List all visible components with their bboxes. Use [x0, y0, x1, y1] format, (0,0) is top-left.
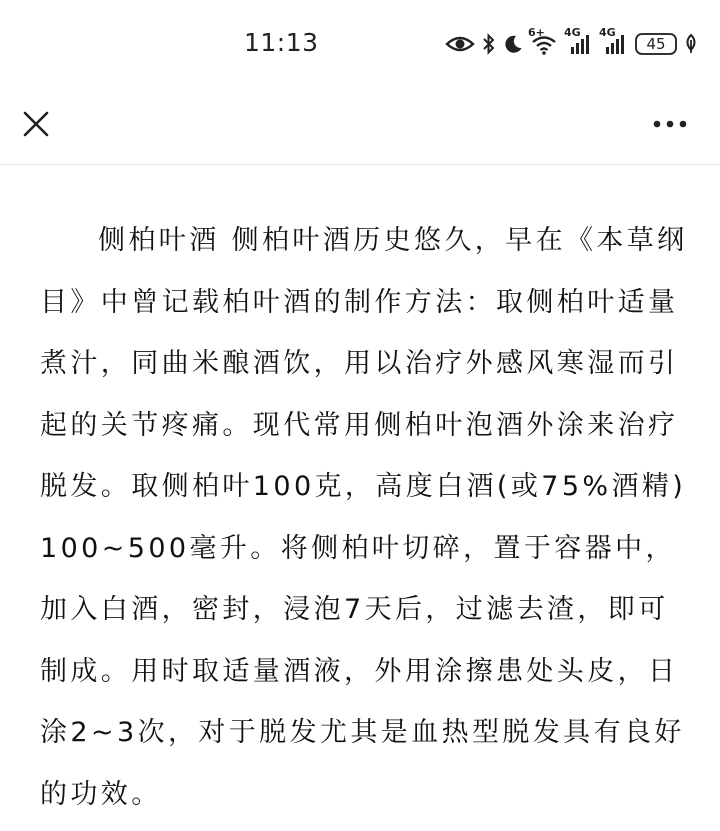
close-button[interactable]	[18, 106, 54, 142]
more-options-button[interactable]	[650, 108, 690, 140]
network-label-2: 4G	[599, 26, 616, 39]
network-label-1: 4G	[564, 26, 581, 39]
close-icon	[22, 110, 50, 138]
article-body: 侧柏叶酒 侧柏叶酒历史悠久，早在《本草纲目》中曾记载柏叶酒的制作方法：取侧柏叶适量煮汁，同曲米酿酒饮，用以治疗外感风寒湿而引起的关节疼痛。现代常用侧柏叶泡酒外涂来治疗脱发。取侧柏叶100克，高度白酒(或75%酒精)100~500毫升。将侧柏叶切碎，置于容器中，加入白酒，密封，浸泡7天后，过滤去渣，即可制成。用时取适量酒液，外用涂擦患处头皮，日涂2~3次，对于脱发尤其是血热型脱发具有良好的功效。	[40, 225, 688, 810]
wifi-label: 6+	[528, 26, 545, 39]
battery-level: 45	[635, 33, 677, 55]
leaf-icon	[684, 30, 698, 58]
status-bar	[0, 0, 720, 88]
signal-icon	[599, 26, 628, 58]
status-icons	[445, 26, 698, 58]
signal-icon	[564, 26, 593, 58]
wifi-icon	[528, 26, 558, 58]
status-time: 11:13	[244, 28, 319, 57]
battery-icon	[635, 30, 677, 58]
top-toolbar	[0, 88, 720, 165]
eye-icon	[445, 30, 475, 58]
more-icon	[653, 120, 687, 128]
moon-icon	[503, 30, 523, 58]
bluetooth-icon	[482, 30, 496, 58]
